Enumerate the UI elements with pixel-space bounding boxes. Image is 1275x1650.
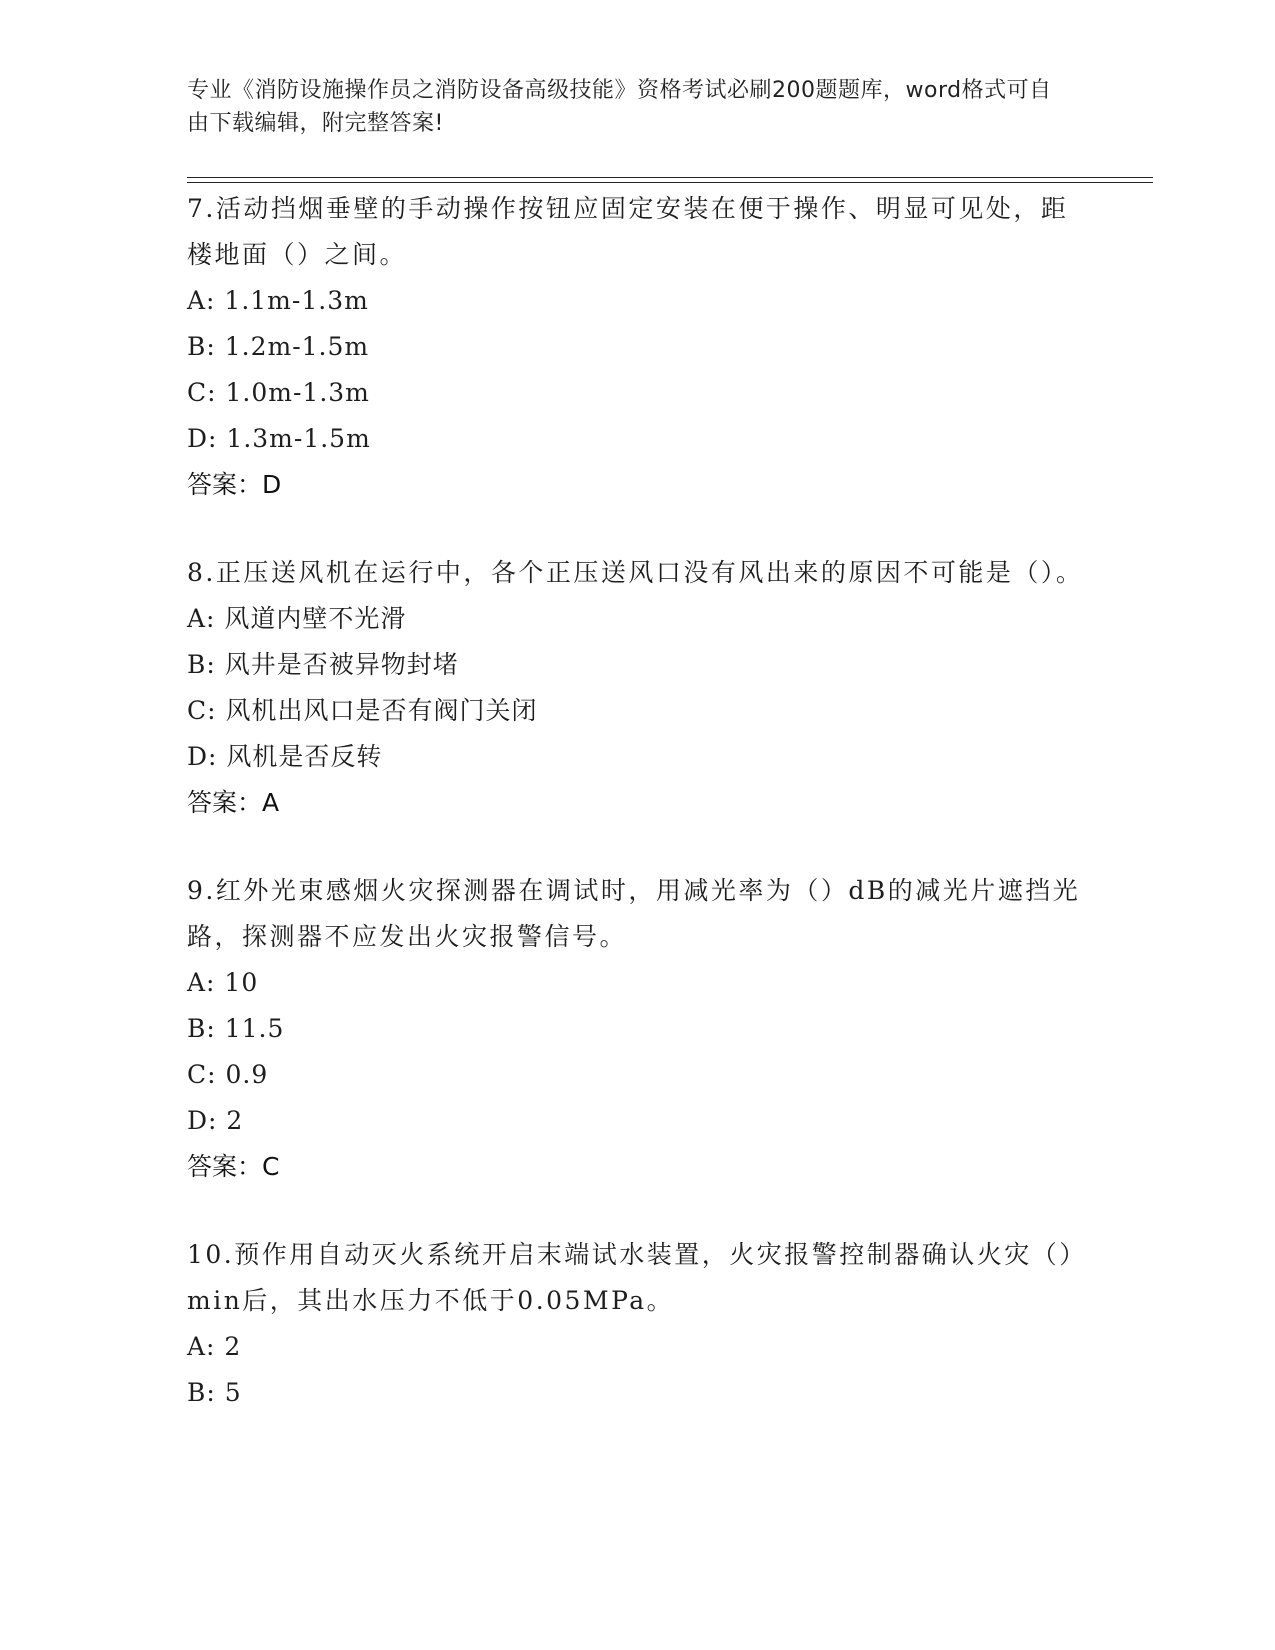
option-b: B: 5 — [187, 1378, 242, 1407]
question-stem: 9.红外光束感烟火灾探测器在调试时，用减光率为（）dB的减光片遮挡光路，探测器不应发出火灾报警信号。 — [187, 876, 1081, 951]
answer-key: 答案：A — [187, 788, 280, 817]
option-a: A: 2 — [187, 1332, 242, 1361]
option-d: D: 2 — [187, 1106, 244, 1135]
question-list — [187, 186, 1087, 1458]
document-header: 专业《消防设施操作员之消防设备高级技能》资格考试必刷200题题库，word格式可自由下载编辑，附完整答案! — [187, 78, 1052, 136]
question-9 — [187, 868, 1087, 1190]
answer-key: 答案：D — [187, 470, 282, 499]
question-stem: 8.正压送风机在运行中，各个正压送风口没有风出来的原因不可能是（）。 — [187, 558, 1084, 587]
header-divider-top — [187, 177, 1153, 178]
option-a: A: 10 — [187, 968, 259, 997]
option-c: C: 0.9 — [187, 1060, 269, 1089]
option-c: C: 风机出风口是否有阀门关闭 — [187, 696, 538, 725]
option-b: B: 1.2m-1.5m — [187, 332, 370, 361]
option-b: B: 11.5 — [187, 1014, 285, 1043]
answer-key: 答案：C — [187, 1152, 280, 1181]
question-stem: 10.预作用自动灭火系统开启末端试水装置，火灾报警控制器确认火灾（）min后，其出水压力不低于0.05MPa。 — [187, 1240, 1087, 1315]
question-8 — [187, 550, 1087, 826]
question-7 — [187, 186, 1087, 508]
option-a: A: 1.1m-1.3m — [187, 286, 369, 315]
option-c: C: 1.0m-1.3m — [187, 378, 370, 407]
header-divider-bottom — [187, 182, 1153, 183]
question-10 — [187, 1232, 1087, 1416]
option-d: D: 风机是否反转 — [187, 742, 383, 771]
question-stem: 7.活动挡烟垂壁的手动操作按钮应固定安装在便于操作、明显可见处，距楼地面（）之间。 — [187, 194, 1069, 269]
option-b: B: 风井是否被异物封堵 — [187, 650, 459, 679]
option-a: A: 风道内壁不光滑 — [187, 604, 407, 633]
option-d: D: 1.3m-1.5m — [187, 424, 371, 453]
